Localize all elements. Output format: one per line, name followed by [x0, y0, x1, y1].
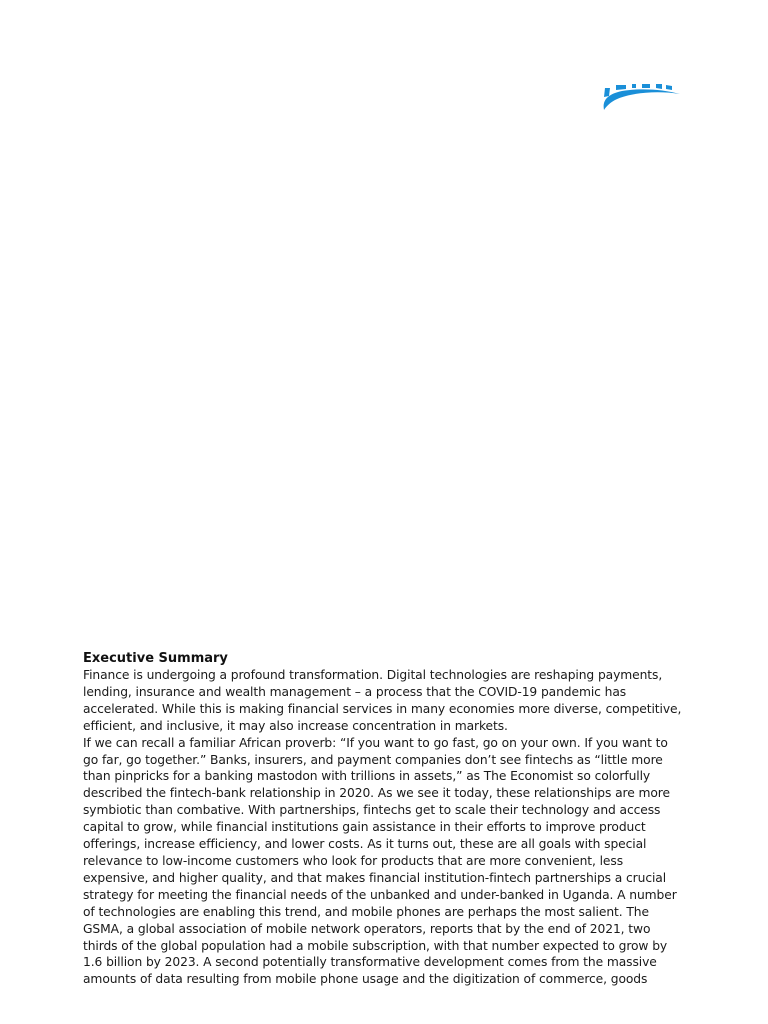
section-heading: Executive Summary: [83, 651, 228, 666]
text-line: offerings, increase efficiency, and lower costs. As it turns out, these are all goals with special: [83, 837, 647, 852]
logo-swoosh-icon: [596, 78, 682, 118]
text-line: efficient, and inclusive, it may also increase concentration in markets.: [83, 718, 508, 733]
text-line: go far, go together.” Banks, insurers, and payment companies don’t see fintechs as “little more: [83, 752, 663, 767]
text-line: described the fintech-bank relationship in 2020. As we see it today, these relationships are more: [83, 786, 670, 801]
text-line: than pinpricks for a banking mastodon with trillions in assets,” as The Economist so colorfully: [83, 769, 651, 784]
text-line: thirds of the global population had a mobile subscription, with that number expected to grow by: [83, 938, 668, 953]
text-line: amounts of data resulting from mobile phone usage and the digitization of commerce, goods: [83, 972, 648, 987]
text-line: of technologies are enabling this trend, and mobile phones are perhaps the most salient. The: [83, 904, 649, 919]
text-line: 1.6 billion by 2023. A second potentially transformative development comes from the massive: [83, 955, 657, 970]
text-line: accelerated. While this is making financial services in many economies more diverse, competitive,: [83, 701, 682, 716]
text-line: lending, insurance and wealth management – a process that the COVID-19 pandemic has: [83, 684, 627, 699]
text-line: If we can recall a familiar African proverb: “If you want to go fast, go on your own. If you want to: [83, 735, 668, 750]
text-line: Finance is undergoing a profound transformation. Digital technologies are reshaping payments,: [83, 668, 663, 682]
text-line: relevance to low-income customers who look for products that are more convenient, less: [83, 853, 623, 868]
paragraph-proverb: [83, 735, 688, 989]
text-line: expensive, and higher quality, and that makes financial institution-fintech partnerships a crucial: [83, 870, 667, 885]
paragraph-intro: [83, 667, 688, 735]
document-body: [83, 650, 688, 988]
text-line: symbiotic than combative. With partnerships, fintechs get to scale their technology and access: [83, 803, 661, 818]
text-line: capital to grow, while financial institutions gain assistance in their efforts to improve product: [83, 820, 646, 835]
text-line: strategy for meeting the financial needs of the unbanked and under-banked in Uganda. A number: [83, 887, 677, 902]
text-line: GSMA, a global association of mobile network operators, reports that by the end of 2021, two: [83, 921, 651, 936]
